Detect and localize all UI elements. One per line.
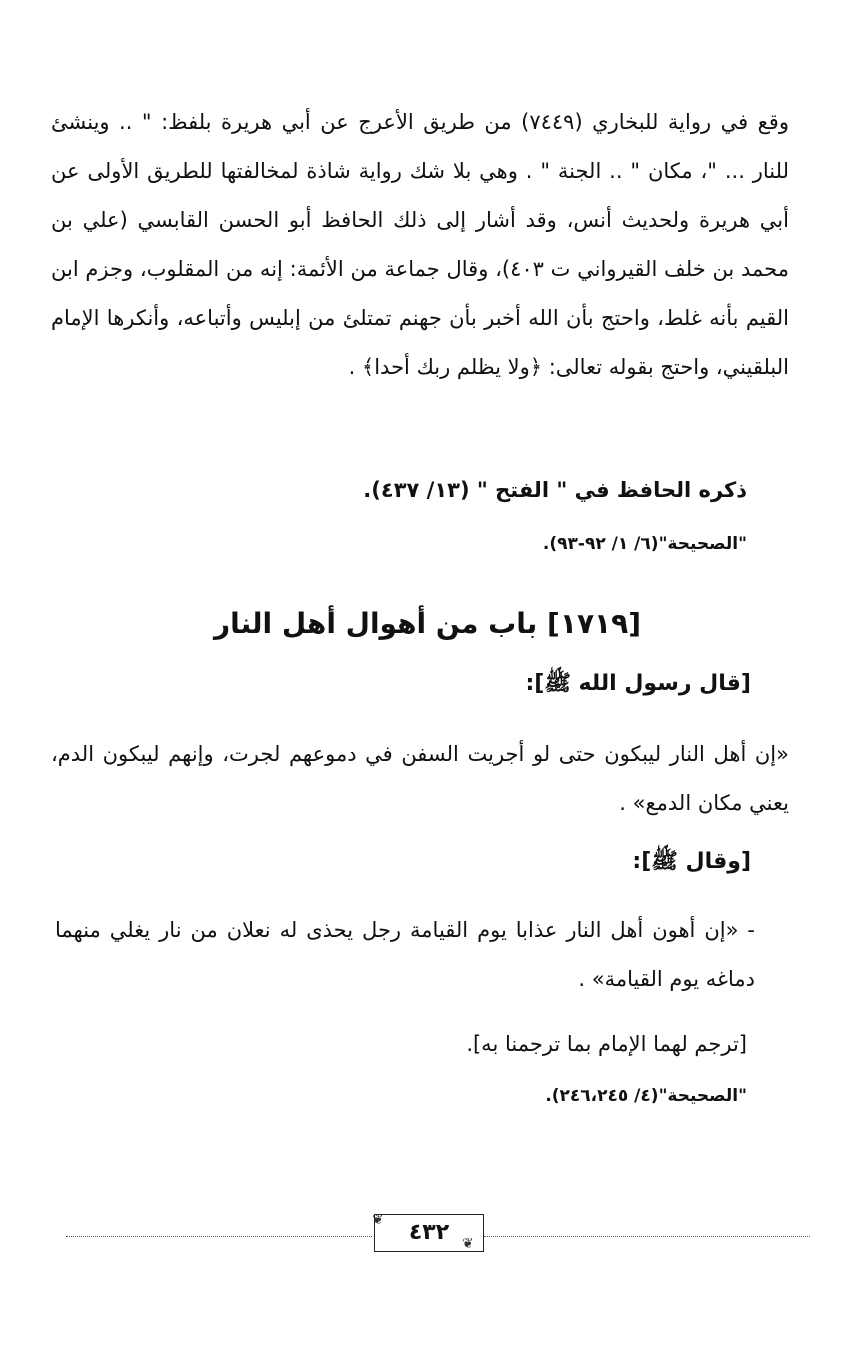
chapter-heading: [١٧١٩] باب من أهوال أهل النار	[213, 607, 642, 640]
ornament-icon: ❦	[372, 1212, 384, 1228]
fath-reference: ذكره الحافظ في " الفتح " (١٣/ ٤٣٧).	[363, 478, 747, 502]
paragraph-shadh-narration: وقع في رواية للبخاري (٧٤٤٩) من طريق الأعرج عن أبي هريرة بلفظ: " .. وينشئ للنار ... "، مكان " .. الجنة " . وهي بلا شك رواية شاذة لمخالفتها للطريق الأولى عن أبي هريرة ولحديث أنس، وقد أشار إلى ذلك الحافظ أبو الحسن القابسي (علي بن محمد بن خلف القيرواني ت ٤٠٣)، وقال جماعة من الأئمة: إنه من المقلوب، وجزم ابن القيم بأنه غلط، واحتج بأن الله أخبر بأن جهنم تمتلئ من إبليس وأتباعه، وأنكرها الإمام البلقيني، واحتج بقوله تعالى: ﴿ولا يظلم ربك أحدا﴾ .	[51, 110, 789, 379]
footer-divider-left	[66, 1236, 372, 1237]
hadith-1: «إن أهل النار ليبكون حتى لو أجريت السفن في دموعهم لجرت، وإنهم ليبكون الدم، يعني مكان الدمع» .	[51, 742, 789, 815]
footer-divider-right	[484, 1236, 810, 1237]
hadith-2: - «إن أهون أهل النار عذابا يوم القيامة رجل يحذى له نعلان من نار يغلي منهما دماغه يوم القيامة» .	[55, 918, 755, 991]
sahiha-reference-1: "الصحيحة"(٦/ ١/ ٩٢-٩٣).	[542, 534, 747, 554]
speaker-label-1: [قال رسول الله ﷺ]:	[525, 671, 751, 696]
ornament-icon: ❦	[462, 1236, 474, 1252]
sahiha-reference-2: "الصحيحة"(٤/ ٢٤٦،٢٤٥).	[545, 1086, 747, 1106]
translation-note: [ترجم لهما الإمام بما ترجمنا به].	[466, 1032, 747, 1056]
page-number: ٤٣٢	[374, 1214, 484, 1252]
speaker-label-2: [وقال ﷺ]:	[632, 849, 751, 874]
